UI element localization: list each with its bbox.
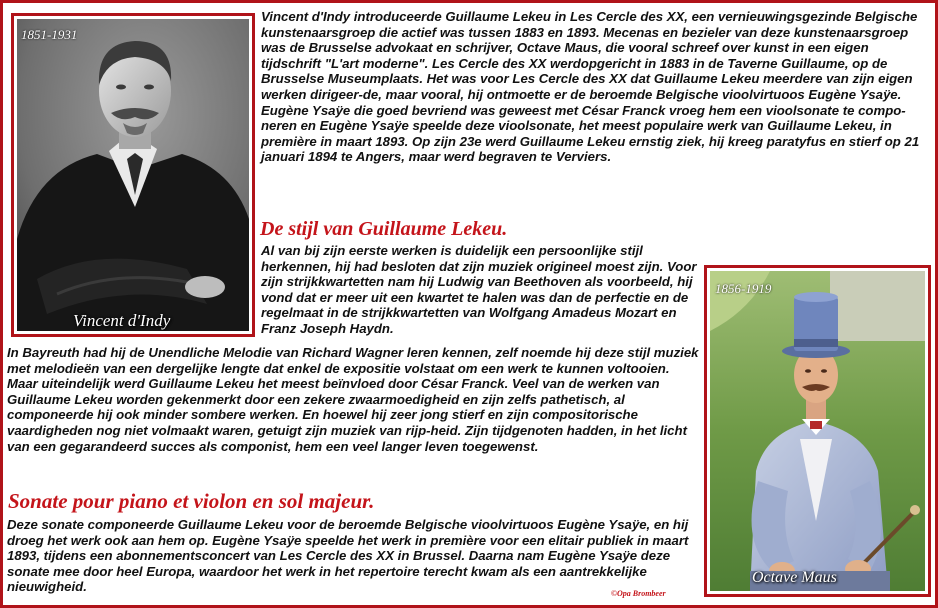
caption-vincent-dindy: Vincent d'Indy	[73, 311, 171, 330]
portrait-vincent-dindy-image	[17, 19, 249, 331]
heading-sonate: Sonate pour piano et violon en sol majeur.	[8, 489, 375, 513]
paragraph-intro: Vincent d'Indy introduceerde Guillaume Lekeu in Les Cercle des XX, een vernieuwingsgezinde Belgische kunstenaarsgroep die actief was tussen 1883 en 1893. Mecenas en bezieler van deze kunstenaarsgroep was de Brusselse advokaat en schrijver, Octave Maus, die vooral schreef over kunst in een eigen tijdschrift "L'art moderne". Les Cercle des XX werdopgericht in 1883 in de Taverne Guillaume, op de Brusselse Museumplaats. Het was voor Les Cercle des XX dat Guillaume Lekeu meerdere van zijn eigen werken dirigeer-de, maar vooral, hij ontmoette er de beroemde Belgische vioolvirtuoos Eugène Ysaÿe. Eugène Ysaÿe die goed bevriend was geweest met César Franck vroeg hem een vioolsonate te compo-neren en Eugène Ysaÿe speelde deze vioolsonate, het meest populaire werk van Guillaume Lekeu, in première in maart 1893. Op zijn 23e werd Guillaume Lekeu ernstig ziek, hij kreeg paratyfus en stierf op 21 januari 1894 te Angers, maar werd begraven te Verviers.	[261, 9, 920, 165]
portrait-vincent-dindy	[17, 19, 249, 331]
paragraph-bayreuth: In Bayreuth had hij de Unendliche Melodie van Richard Wagner leren kennen, zelf noemde hij deze stijl muziek met melodieën van een dergelijke lengte dat enkel de expositie volstaat om een werk te kunnen voltooien. Maar uiteindelijk werd Guillaume Lekeu het meest beïnvloed door César Franck. Veel van de werken van Guillaume Lekeu worden gekenmerkt door een zekere zwaarmoedigheid en zijn zelfs pathetisch, al componeerde hij ook minder sombere werken. En hoewel hij zeer jong stierf en zijn compositorische vaardigheden nog niet volmaakt waren, getuigt zijn muziek van rijp-heid. Zijn tijdgenoten hadden, in het licht van een gegarandeerd succes als componist, hem een veel langer leven toegewenst.	[7, 345, 699, 454]
portrait-vincent-dindy-frame	[11, 13, 255, 337]
credit: ©Opa Brombeer	[611, 589, 666, 598]
portrait-octave-maus-image	[710, 271, 925, 591]
caption-octave-maus: Octave Maus	[752, 569, 837, 586]
heading-stijl: De stijl van Guillaume Lekeu.	[260, 218, 508, 240]
years-right: 1856-1919	[715, 281, 772, 296]
years-left: 1851-1931	[21, 27, 78, 42]
portrait-octave-maus-frame	[704, 265, 931, 597]
paragraph-sonate: Deze sonate componeerde Guillaume Lekeu voor de beroemde Belgische vioolvirtuoos Eugène Ysaÿe, en hij droeg het werk ook aan hem op. Eugène Ysaÿe speelde het werk in première voor een elitair publiek in maart 1893, tijdens een abonnementsconcert van Les Cercle des XX in Brussel. Daarna nam Eugène Ysaÿe deze sonate mee door heel Europa, waardoor het werk in het repertoire terecht kwam als een aantrekkelijke nieuwigheid.	[7, 517, 689, 595]
paragraph-stijl: Al van bij zijn eerste werken is duidelijk een persoonlijke stijl herkennen, hij had besloten dat zijn muziek origineel moest zijn. Voor zijn strijkkwartetten nam hij Ludwig van Beethoven als voorbeeld, hij vond dat er meer uit een kwartet te halen was dan de perfectie en de regelmaat in de strijkkwartetten van Wolfgang Amadeus Mozart en Franz Joseph Haydn.	[261, 243, 697, 336]
portrait-octave-maus	[710, 271, 925, 591]
